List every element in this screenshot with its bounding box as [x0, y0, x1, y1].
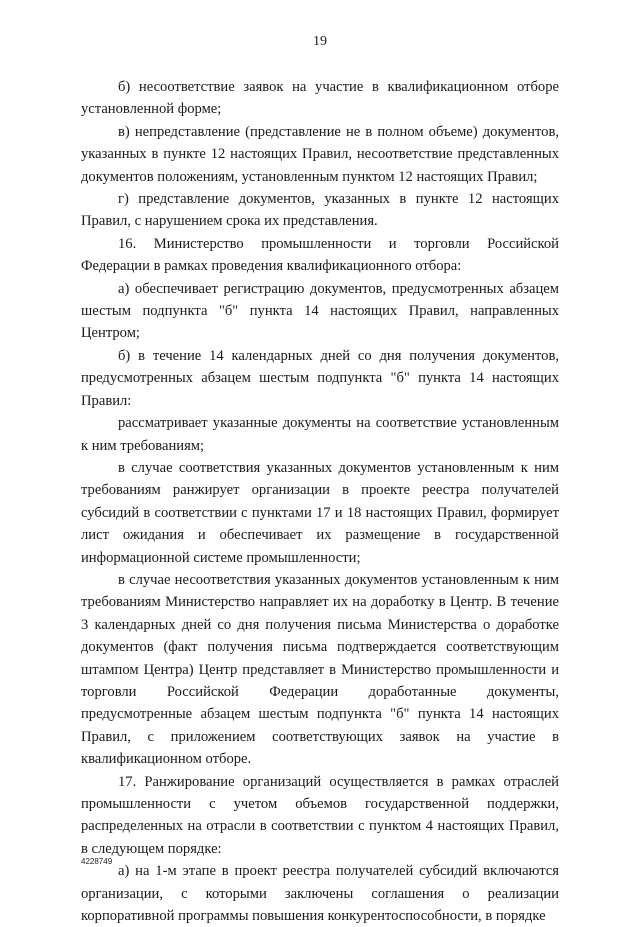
page-number: 19	[313, 34, 327, 49]
paragraph-16b: б) в течение 14 календарных дней со дня получения документов, предусмотренных абзацем шестым подпункта "б" пункта 14 настоящих Правил:	[81, 347, 559, 409]
paragraph-17: 17. Ранжирование организаций осуществляется в рамках отраслей промышленности с учетом объемов государственной поддержки, распределенных на отрасли в соответствии с пунктом 4 настоящих Правил, в следующем порядке:	[81, 773, 559, 857]
paragraph-16b-ranking: в случае соответствия указанных документов установленным к ним требованиям ранжирует организации в проекте реестра получателей субсидий в соответствии с пунктами 17 и 18 настоящих Правил, формирует лист ожидания и обеспечивает их размещение в государственной информационной системе промышленности;	[81, 459, 559, 566]
document-code: 4228749	[81, 857, 113, 866]
paragraph-15g: г) представление документов, указанных в пункте 12 настоящих Правил, с нарушением срока их представления.	[81, 191, 559, 230]
paragraph-15b: б) несоответствие заявок на участие в квалификационном отборе установленной форме;	[81, 79, 559, 118]
paragraph-15v: в) непредставление (представление не в полном объеме) документов, указанных в пункте 12 настоящих Правил, несоответствие представленных документов положениям, установленным пунктом 12 настоящих Правил;	[81, 123, 559, 185]
paragraph-16b-revision: в случае несоответствия указанных документов установленным к ним требованиям Министерство направляет их на доработку в Центр. В течение 3 календарных дней со дня получения письма Министерства о доработке документов (факт получения письма подтверждается соответствующим штампом Центра) Центр представляет в Министерство промышленности и торговли Российской Федерации доработанные документы, предусмотренные абзацем шестым подпункта "б" пункта 14 настоящих Правил, с приложением соответствующих заявок на участие в квалификационном отборе.	[81, 571, 559, 768]
paragraph-16a: а) обеспечивает регистрацию документов, предусмотренных абзацем шестым подпункта "б" пункта 14 настоящих Правил, направленных Центром;	[81, 280, 559, 342]
paragraph-16: 16. Министерство промышленности и торговли Российской Федерации в рамках проведения квалификационного отбора:	[81, 235, 559, 275]
document-body	[81, 76, 559, 927]
paragraph-17a: а) на 1-м этапе в проект реестра получателей субсидий включаются организации, с которыми заключены соглашения о реализации корпоративной программы повышения конкурентоспособности, в порядке	[81, 863, 559, 925]
paragraph-16b-review: рассматривает указанные документы на соответствие установленным к ним требованиям;	[81, 415, 559, 454]
